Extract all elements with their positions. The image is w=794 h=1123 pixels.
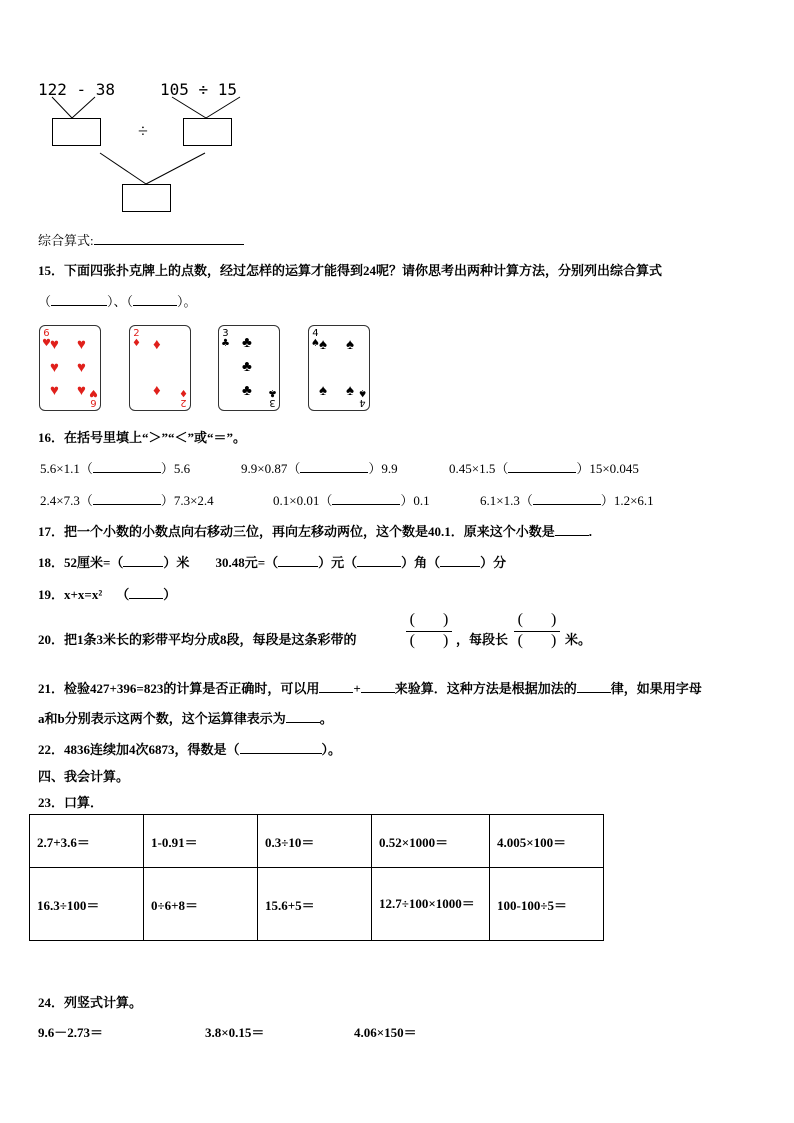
q16-blank[interactable]	[300, 460, 368, 473]
spade-icon: ♠	[346, 383, 354, 399]
q18-blank-2[interactable]	[278, 554, 318, 567]
spade-icon: ♠	[346, 337, 354, 353]
q23-title: 23．口算．	[38, 795, 104, 810]
answer-box-left[interactable]	[52, 118, 101, 146]
calc-cell: 16.3÷100＝	[30, 868, 144, 941]
q15-line2	[38, 291, 197, 310]
q22-blank[interactable]	[240, 741, 322, 754]
q20-part-a: 20．把1条3米长的彩带平均分成8段，每段是这条彩带的	[38, 632, 357, 647]
answer-box-right[interactable]	[183, 118, 232, 146]
q21-blank-4[interactable]	[286, 710, 320, 723]
heart-icon: ♥	[77, 383, 86, 399]
q16-title: 16．在括号里填上“＞”“＜”或“＝”。	[38, 430, 247, 445]
expr-right: 105 ÷ 15	[160, 80, 238, 99]
q16-blank[interactable]	[508, 460, 576, 473]
calc-cell: 15.6+5＝	[258, 868, 372, 941]
spade-icon: ♠	[319, 383, 327, 399]
mental-math-table	[29, 814, 604, 941]
combined-formula-label	[38, 230, 244, 249]
calc-cell: 4.005×100＝	[490, 815, 604, 868]
calc-cell: 0÷6+8＝	[144, 868, 258, 941]
q15-blank-2[interactable]	[133, 293, 177, 306]
card-4-spades	[308, 325, 370, 411]
q16-item: 5.6×1.1（ ）5.6	[40, 461, 191, 476]
q18: 18．52厘米=（ ）米 30.48元=（ ）元（ ）角（ ）分	[38, 555, 507, 570]
calc-cell: 0.52×1000＝	[372, 815, 490, 868]
spade-icon: ♠	[319, 337, 327, 353]
q16-blank[interactable]	[533, 492, 601, 505]
card-corner-top: 6 ♥	[42, 328, 51, 349]
combined-formula-blank[interactable]	[94, 232, 244, 245]
heart-icon: ♥	[50, 383, 59, 399]
q24-title: 24．列竖式计算。	[38, 995, 143, 1010]
q16-blank[interactable]	[93, 460, 161, 473]
q21-line2: a和b分别表示这两个数，这个运算律表示为 。	[38, 711, 333, 726]
calc-cell: 0.3÷10＝	[258, 815, 372, 868]
q15-line1: 15．下面四张扑克牌上的点数，经过怎样的运算才能得到24呢？请你思考出两种计算方法，分别列出综合算式	[38, 263, 663, 278]
card-corner-bottom: 3 ♣	[268, 387, 277, 408]
calc-cell: 12.7÷100×1000＝	[372, 868, 490, 941]
q21-line1: 21．检验427+396=823的计算是否正确时，可以用 + 来验算．这种方法是根据加法的 律，如果用字母	[38, 681, 702, 696]
club-icon: ♣	[242, 383, 252, 399]
q15-separator: ）、（	[107, 294, 134, 309]
divide-sign: ÷	[138, 121, 148, 141]
q16-item: 6.1×1.3（ ）1.2×6.1	[480, 493, 654, 508]
q21-blank-3[interactable]	[577, 680, 611, 693]
combined-label-text: 综合算式:	[38, 233, 94, 248]
q24-item-2: 3.8×0.15＝	[205, 1025, 265, 1040]
q16-blank[interactable]	[93, 492, 161, 505]
club-icon: ♣	[242, 359, 252, 375]
q20-fraction-2[interactable]: ( ) ( )	[514, 611, 560, 652]
q21-blank-2[interactable]	[361, 680, 395, 693]
q21-blank-1[interactable]	[319, 680, 353, 693]
q24-item-1: 9.6－2.73＝	[38, 1025, 104, 1040]
q18-blank-4[interactable]	[440, 554, 480, 567]
q16-item: 0.45×1.5（ ）15×0.045	[449, 461, 639, 476]
q17-blank[interactable]	[555, 523, 589, 536]
q16-item: 0.1×0.01（ ）0.1	[273, 493, 430, 508]
q19-blank[interactable]	[129, 586, 163, 599]
card-3-clubs	[218, 325, 280, 411]
q18-blank-1[interactable]	[123, 554, 163, 567]
calc-cell: 2.7+3.6＝	[30, 815, 144, 868]
q24-item-3: 4.06×150＝	[354, 1025, 417, 1040]
card-2-diamonds	[129, 325, 191, 411]
heart-icon: ♥	[77, 337, 86, 353]
diamond-icon: ♦	[153, 383, 161, 399]
card-corner-bottom: 4 ♠	[358, 387, 367, 408]
card-corner-top: 3 ♣	[221, 328, 230, 349]
card-corner-top: 2 ♦	[132, 328, 141, 349]
q20-fraction-1[interactable]: ( ) ( )	[406, 611, 452, 652]
section-4-heading: 四、我会计算。	[38, 769, 130, 784]
card-6-hearts	[39, 325, 101, 411]
heart-icon: ♥	[77, 360, 86, 376]
heart-icon: ♥	[50, 337, 59, 353]
q19: 19．x+x=x² （ ）	[38, 587, 177, 602]
card-corner-bottom: 2 ♦	[179, 387, 188, 408]
calc-cell: 1-0.91＝	[144, 815, 258, 868]
heart-icon: ♥	[50, 360, 59, 376]
diamond-icon: ♦	[153, 337, 161, 353]
q20-part-c: 米。	[565, 632, 592, 647]
q20-part-b: ，每段长	[456, 632, 509, 647]
q15-blank-1[interactable]	[51, 293, 107, 306]
q22: 22．4836连续加4次6873，得数是（ ）。	[38, 742, 342, 757]
q16-item: 2.4×7.3（ ）7.3×2.4	[40, 493, 214, 508]
q15-paren-open: （	[38, 294, 52, 309]
calc-cell: 100-100÷5＝	[490, 868, 604, 941]
q15-paren-close: ）。	[177, 294, 197, 309]
answer-box-result[interactable]	[122, 184, 171, 212]
q18-blank-3[interactable]	[357, 554, 401, 567]
diagram-lines	[0, 0, 794, 260]
expr-left: 122 - 38	[38, 80, 116, 99]
q17: 17．把一个小数的小数点向右移动三位，再向左移动两位，这个数是40.1．原来这个小数是 .	[38, 524, 593, 539]
club-icon: ♣	[242, 335, 252, 351]
card-corner-top: 4 ♠	[311, 328, 320, 349]
q16-item: 9.9×0.87（ ）9.9	[241, 461, 398, 476]
card-corner-bottom: 6 ♥	[89, 387, 98, 408]
q16-blank[interactable]	[332, 492, 400, 505]
